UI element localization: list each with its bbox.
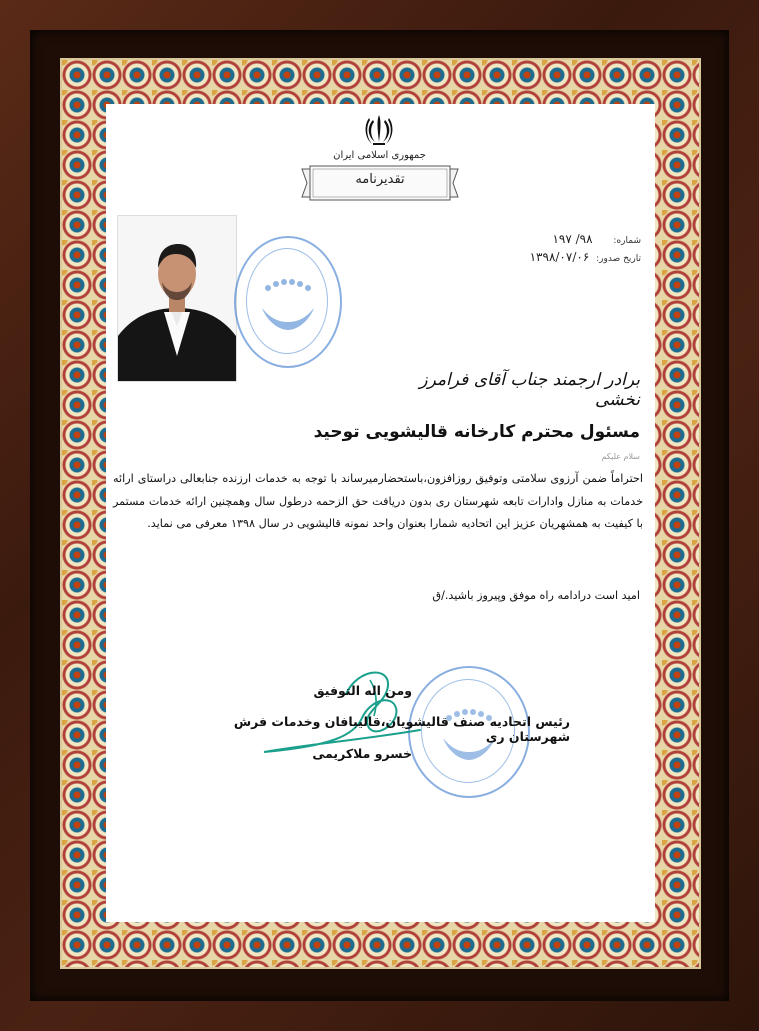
date-row	[530, 250, 641, 264]
date-value: ۱۳۹۸/۰۷/۰۶	[529, 250, 590, 264]
recipient-headline: مسئول محترم کارخانه قالیشویی توحید	[313, 422, 640, 442]
country-name: جمهوری اسلامی ایران	[333, 150, 426, 161]
certificate-body: احتراماً ضمن آرزوی سلامتی وتوفیق روزافزون،باستحضارمیرساند با توجه به خدمات ارزنده جنابعالی دراستای ارائه خدمات به منازل وادارات تابعه شهرستان ری بدون دریافت حق الزحمه درطول سال وهمچنین ارائه خدمات مستمر با کیفیت به همشهریان عزیز این اتحادیه شمارا بعنوان واحد نمونه قالیشویی در سال ۱۳۹۸ معرفی می نماید.	[113, 472, 643, 531]
person-portrait	[118, 216, 236, 381]
signatory-title: رئیس اتحادیه صنف قالیشویان،قالیبافان وخدمات فرش شهرستان ری	[233, 714, 570, 744]
salutation: برادر ارجمند جناب آقای فرامرز نخشی	[419, 370, 640, 410]
date-label: تاریخ صدور:	[596, 254, 641, 264]
signature-blessing: ومن اله التوفیق	[313, 683, 412, 698]
portrait-photo	[117, 215, 237, 382]
union-seal-stamp	[234, 236, 342, 368]
greeting: سلام علیکم	[601, 452, 640, 461]
closing-line: امید است درادامه راه موفق وپیروز باشید./ق	[432, 589, 640, 602]
signatory-name: خسرو ملاکریمی	[312, 746, 412, 761]
iran-emblem-icon	[361, 112, 397, 148]
certificate-title: تقدیرنامه	[355, 172, 405, 187]
number-value: ۹۸/ ۱۹۷	[552, 232, 593, 246]
seal-emblem-icon	[258, 268, 318, 338]
number-row	[552, 232, 641, 246]
number-label: شماره:	[613, 236, 641, 246]
